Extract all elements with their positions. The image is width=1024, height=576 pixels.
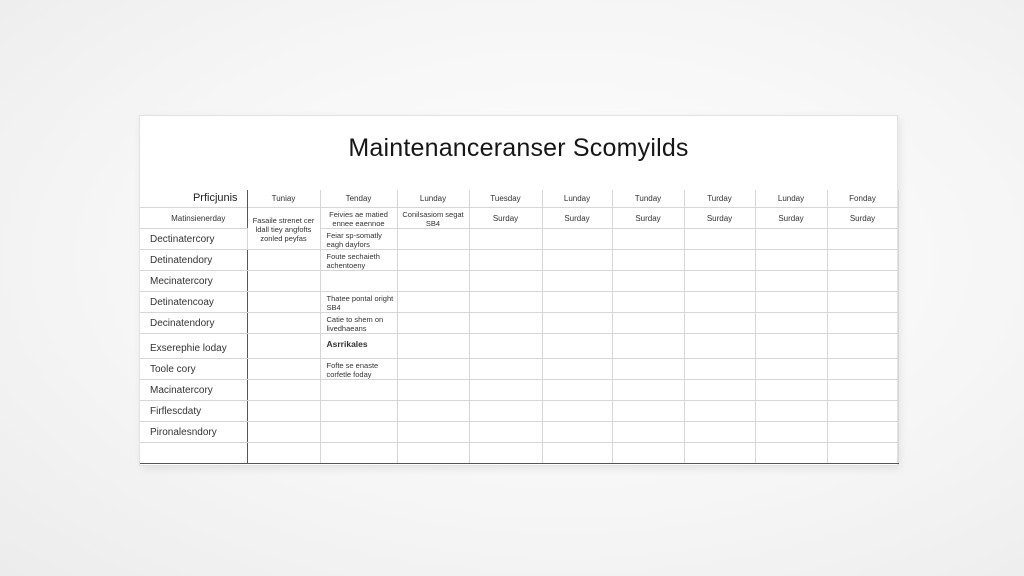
row-label: Macinatercory	[140, 380, 247, 401]
table-cell	[612, 380, 684, 401]
column-header: Lunday	[397, 190, 469, 208]
table-row	[140, 208, 898, 229]
cell-note: Fofte se enaste corfetle foday	[326, 361, 379, 379]
table-cell: Surday	[684, 208, 755, 229]
table-cell	[397, 208, 469, 229]
table-cell	[247, 380, 320, 401]
table-cell	[247, 292, 320, 313]
table-cell	[542, 250, 612, 271]
cell-note: Asrrikales	[326, 339, 368, 349]
table-cell	[542, 229, 612, 250]
table-cell	[827, 250, 898, 271]
table-cell	[542, 422, 612, 443]
table-row	[140, 401, 898, 422]
table-cell	[755, 380, 827, 401]
table-cell	[320, 229, 397, 250]
table-cell	[320, 401, 397, 422]
table-cell	[755, 422, 827, 443]
column-header: Fonday	[827, 190, 898, 208]
schedule-table	[140, 190, 899, 464]
row-label: Detinatendory	[140, 250, 247, 271]
table-cell	[469, 334, 542, 359]
table-cell	[320, 422, 397, 443]
table-cell	[320, 250, 397, 271]
table-cell	[612, 313, 684, 334]
table-cell	[542, 334, 612, 359]
table-cell	[320, 443, 397, 464]
table-cell	[612, 334, 684, 359]
table-cell	[397, 313, 469, 334]
table-cell	[397, 250, 469, 271]
table-cell	[684, 401, 755, 422]
table-cell: Surday	[469, 208, 542, 229]
table-cell	[684, 271, 755, 292]
table-row	[140, 292, 898, 313]
table-cell	[247, 271, 320, 292]
table-cell	[469, 401, 542, 422]
table-cell	[684, 292, 755, 313]
table-cell	[684, 334, 755, 359]
table-cell	[755, 313, 827, 334]
table-cell	[612, 271, 684, 292]
table-cell	[320, 292, 397, 313]
table-cell	[320, 334, 397, 359]
table-cell	[320, 380, 397, 401]
column-header: Tuesday	[469, 190, 542, 208]
table-cell	[247, 208, 320, 250]
table-row	[140, 380, 898, 401]
table-cell	[469, 313, 542, 334]
table-cell	[755, 443, 827, 464]
table-row	[140, 443, 898, 464]
table-cell	[247, 443, 320, 464]
table-cell	[827, 443, 898, 464]
table-cell	[755, 359, 827, 380]
table-cell	[542, 380, 612, 401]
table-cell	[542, 401, 612, 422]
table-cell	[542, 313, 612, 334]
table-row	[140, 313, 898, 334]
table-cell	[827, 292, 898, 313]
table-cell	[542, 443, 612, 464]
table-cell	[542, 271, 612, 292]
column-header: Tenday	[320, 190, 397, 208]
cell-note: Catie to shem on livedhaeans	[326, 315, 384, 333]
table-cell	[469, 271, 542, 292]
table-cell	[469, 380, 542, 401]
table-cell	[320, 359, 397, 380]
table-cell	[397, 443, 469, 464]
table-cell	[612, 250, 684, 271]
header-row	[140, 190, 898, 208]
table-cell	[469, 250, 542, 271]
row-label: Dectinatercory	[140, 229, 247, 250]
table-row	[140, 359, 898, 380]
table-cell	[542, 292, 612, 313]
table-cell	[827, 401, 898, 422]
table-cell	[542, 359, 612, 380]
table-cell	[397, 271, 469, 292]
table-cell	[684, 422, 755, 443]
table-cell	[397, 422, 469, 443]
table-cell	[755, 250, 827, 271]
cell-note: Foute sechaieth achentoeny	[326, 252, 380, 270]
table-cell	[684, 313, 755, 334]
table-cell	[827, 380, 898, 401]
table-cell	[247, 313, 320, 334]
table-cell	[755, 401, 827, 422]
column-header: Tuniay	[247, 190, 320, 208]
table-cell	[755, 292, 827, 313]
row-label: Mecinatercory	[140, 271, 247, 292]
column-header: Lunday	[755, 190, 827, 208]
cell-note: Conilsasiom segat SB4	[402, 210, 464, 228]
table-cell	[469, 422, 542, 443]
table-row	[140, 422, 898, 443]
table-cell	[827, 229, 898, 250]
cell-note: Fasaile strenet cer ldall tiey angfofts zonled peyfas	[252, 216, 315, 243]
table-cell	[612, 422, 684, 443]
table-cell	[612, 401, 684, 422]
table-cell: Surday	[542, 208, 612, 229]
table-cell	[827, 359, 898, 380]
table-cell	[320, 271, 397, 292]
table-cell	[684, 380, 755, 401]
table-cell: Surday	[755, 208, 827, 229]
row-label: Toole cory	[140, 359, 247, 380]
column-header: Tunday	[612, 190, 684, 208]
table-cell	[247, 250, 320, 271]
table-cell	[320, 313, 397, 334]
table-cell	[612, 359, 684, 380]
table-cell	[247, 359, 320, 380]
cell-note: Feiar sp-somatly eagh dayfors	[326, 231, 382, 249]
table-cell	[320, 208, 397, 229]
corner-label: Prficjunis	[140, 190, 247, 208]
table-row	[140, 250, 898, 271]
row-label: Pironalesndory	[140, 422, 247, 443]
table-cell	[827, 334, 898, 359]
row-label: Matinsienerday	[140, 208, 247, 229]
table-cell	[755, 229, 827, 250]
table-cell	[397, 229, 469, 250]
table-cell	[684, 359, 755, 380]
table-cell	[247, 401, 320, 422]
row-label: Decinatendory	[140, 313, 247, 334]
table-cell: Surday	[827, 208, 898, 229]
cell-note: Thatee pontal oright SB4	[326, 294, 394, 312]
table-cell	[469, 443, 542, 464]
table-cell	[827, 422, 898, 443]
table-cell	[755, 271, 827, 292]
table-cell	[827, 271, 898, 292]
column-header: Lunday	[542, 190, 612, 208]
schedule-sheet	[139, 115, 898, 466]
table-cell	[827, 313, 898, 334]
table-cell	[397, 359, 469, 380]
table-cell	[469, 229, 542, 250]
table-cell: Surday	[612, 208, 684, 229]
table-cell	[397, 292, 469, 313]
table-cell	[684, 229, 755, 250]
row-label: Firflescdaty	[140, 401, 247, 422]
table-cell	[612, 229, 684, 250]
table-row	[140, 271, 898, 292]
table-cell	[684, 443, 755, 464]
table-cell	[469, 359, 542, 380]
table-cell	[397, 380, 469, 401]
table-cell	[247, 334, 320, 359]
table-cell	[397, 401, 469, 422]
table-cell	[612, 292, 684, 313]
table-cell	[247, 422, 320, 443]
cell-note: Feivies ae matied ennee eaennoe	[329, 210, 388, 228]
page-title: Maintenanceranser Scomyilds	[348, 134, 689, 162]
row-label: Exserephie loday	[140, 334, 247, 359]
table-cell	[397, 334, 469, 359]
row-label: Detinatencoay	[140, 292, 247, 313]
table-cell	[684, 250, 755, 271]
table-cell	[469, 292, 542, 313]
table-cell	[755, 334, 827, 359]
table-cell	[612, 443, 684, 464]
row-label	[140, 443, 247, 464]
column-header: Turday	[684, 190, 755, 208]
table-row	[140, 334, 898, 359]
